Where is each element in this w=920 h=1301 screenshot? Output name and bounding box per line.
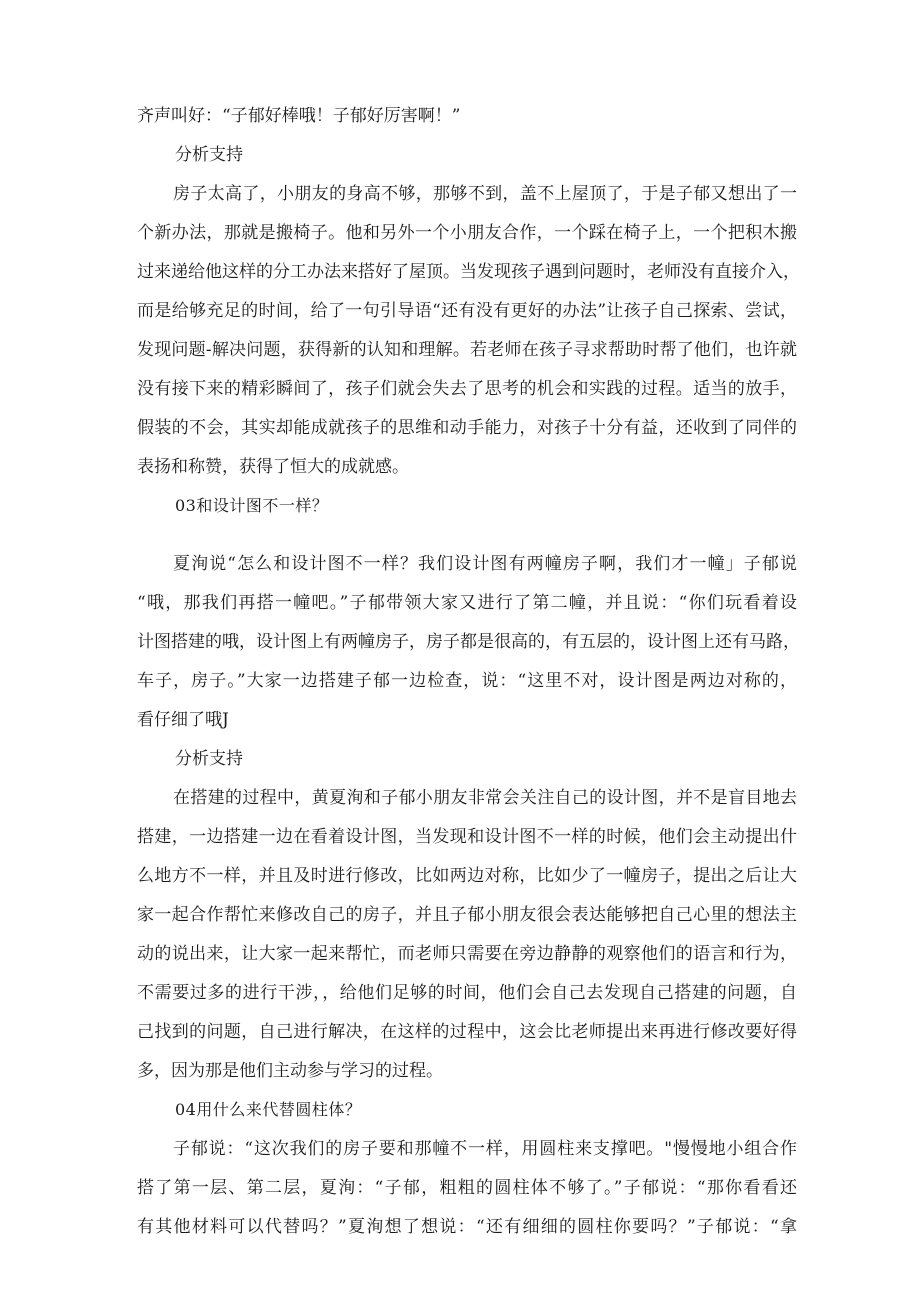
- paragraph-line: 多，因为那是他们主动参与学习的过程。: [137, 1061, 443, 1081]
- paragraph-line: 房子太高了，小朋友的身高不够，那够不到，盖不上屋顶了，于是子郁又想出了一: [173, 184, 797, 204]
- analysis-label: 分析支持: [175, 749, 243, 769]
- paragraph-line: 不需要过多的进行干涉，，给他们足够的时间，他们会自己去发现自己搭建的问题，自: [137, 983, 797, 1003]
- paragraph-line: 搭了第一层、第二层，夏洵：“子郁，粗粗的圆柱体不够了。”子郁说：“那你看看还: [137, 1178, 797, 1198]
- paragraph-line: 子郁说：“这次我们的房子要和那幢不一样，用圆柱来支撑吧。"慢慢地小组合作: [173, 1139, 797, 1159]
- paragraph-line: 而是给够充足的时间，给了一句引导语“还有没有更好的办法”让孩子自己探索、尝试，: [137, 301, 797, 321]
- paragraph-line: “哦，那我们再搭一幢吧。”子郁带领大家又进行了第二幢，并且说：“你们玩看着设: [137, 593, 797, 613]
- paragraph-line: 看仔细了哦J: [137, 710, 229, 730]
- paragraph-line: 搭建，一边搭建一边在看着设计图，当发现和设计图不一样的时候，他们会主动提出什: [137, 827, 797, 847]
- paragraph-line: 己找到的问题，自己进行解决，在这样的过程中，这会比老师提出来再进行修改要好得: [137, 1022, 797, 1042]
- paragraph-line: 齐声叫好：“子郁好棒哦！子郁好厉害啊！”: [137, 106, 461, 126]
- paragraph-line: 动的说出来，让大家一起来帮忙，而老师只需要在旁边静静的观察他们的语言和行为，: [137, 944, 797, 964]
- paragraph-line: 车子，房子。”大家一边搭建子郁一边检查，说：“这里不对，设计图是两边对称的，: [137, 671, 797, 691]
- paragraph-line: 计图搭建的哦，设计图上有两幢房子，房子都是很高的，有五层的，设计图上还有马路，: [137, 632, 800, 652]
- section-heading: 03和设计图不一样？: [175, 496, 329, 515]
- analysis-label: 分析支持: [175, 145, 243, 165]
- paragraph-line: 有其他材料可以代替吗？”夏洵想了想说：“还有细细的圆柱你要吗？”子郁说：“拿: [137, 1217, 797, 1237]
- section-heading: 04用什么来代替圆柱体？: [175, 1100, 362, 1119]
- paragraph-line: 么地方不一样，并且及时进行修改，比如两边对称，比如少了一幢房子，提出之后让大: [137, 866, 797, 886]
- paragraph-line: 假装的不会，其实却能成就孩子的思维和动手能力，对孩子十分有益，还收到了同伴的: [137, 418, 797, 438]
- paragraph-line: 在搭建的过程中，黄夏洵和子郁小朋友非常会关注自己的设计图，并不是盲目地去: [173, 788, 797, 808]
- paragraph-line: 夏洵说“怎么和设计图不一样？我们设计图有两幢房子啊，我们才一幢」子郁说: [173, 554, 797, 574]
- paragraph-line: 没有接下来的精彩瞬间了，孩子们就会失去了思考的机会和实践的过程。适当的放手，: [137, 379, 797, 399]
- paragraph-line: 表扬和称赞，获得了恒大的成就感。: [137, 457, 409, 477]
- paragraph-line: 家一起合作帮忙来修改自己的房子，并且子郁小朋友很会表达能够把自己心里的想法主: [137, 905, 797, 925]
- paragraph-line: 发现问题-解决问题，获得新的认知和理解。若老师在孩子寻求帮助时帮了他们，也许就: [137, 340, 797, 360]
- paragraph-line: 个新办法，那就是搬椅子。他和另外一个小朋友合作，一个踩在椅子上，一个把积木搬: [137, 223, 797, 243]
- paragraph-line: 过来递给他这样的分工办法来搭好了屋顶。当发现孩子遇到问题时，老师没有直接介入，: [137, 262, 800, 282]
